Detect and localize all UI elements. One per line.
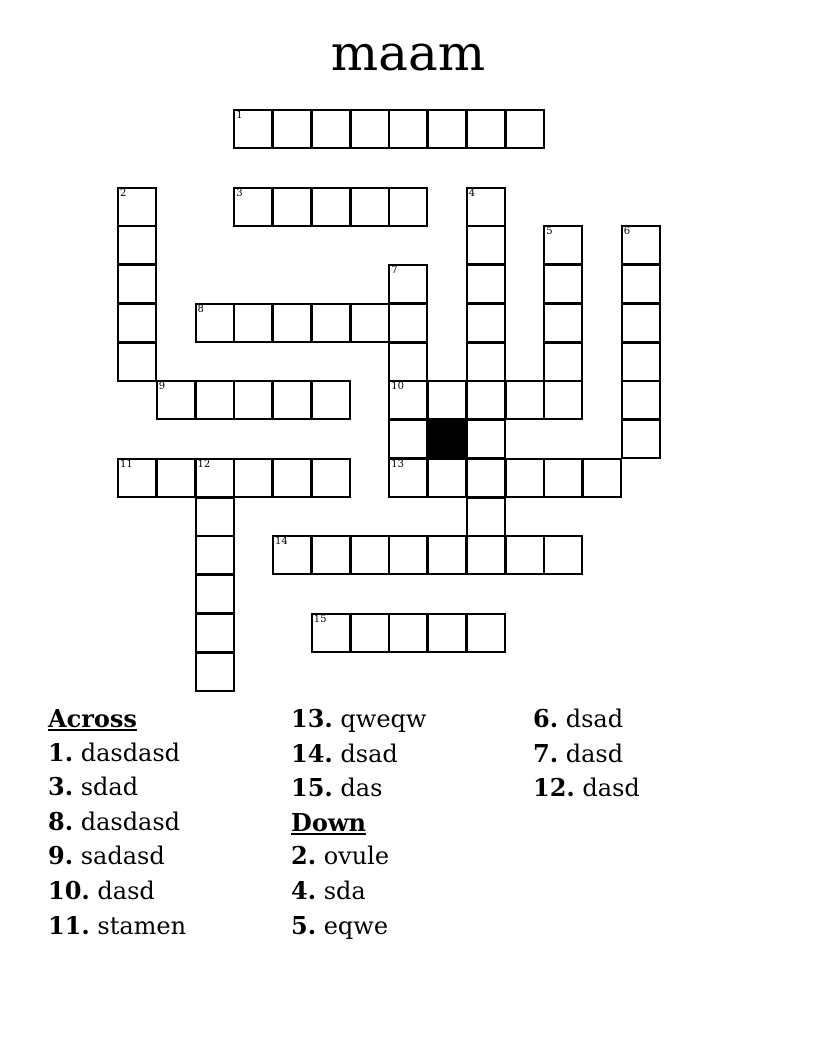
grid-cell[interactable] bbox=[311, 380, 351, 420]
clue-across-1: 1. dasdasd bbox=[48, 737, 181, 767]
grid-cell[interactable] bbox=[350, 187, 390, 227]
grid-cell[interactable] bbox=[117, 342, 157, 382]
clue-across-13: 13. qweqw bbox=[291, 704, 427, 733]
across-heading: Across bbox=[48, 704, 137, 733]
cell-number: 15 bbox=[313, 613, 327, 625]
grid-cell[interactable] bbox=[195, 380, 235, 420]
grid-cell[interactable] bbox=[272, 187, 312, 227]
clue-column-3 bbox=[533, 702, 773, 806]
cell-number: 7 bbox=[391, 265, 398, 276]
clue-down-5: 5. eqwe bbox=[291, 910, 389, 940]
grid-cell[interactable] bbox=[311, 613, 351, 653]
cell-number: 11 bbox=[120, 458, 133, 470]
grid-cell[interactable] bbox=[543, 535, 583, 575]
clue-across-8: 8. dasdasd bbox=[48, 806, 181, 836]
grid-cell[interactable] bbox=[621, 225, 661, 265]
grid-cell[interactable] bbox=[388, 303, 428, 343]
clue-down-6: 6. dsad bbox=[533, 704, 624, 733]
grid-cell[interactable] bbox=[466, 497, 506, 537]
grid-cell[interactable] bbox=[388, 613, 428, 653]
clue-down-2: 2. ovule bbox=[291, 841, 390, 871]
clue-column-2 bbox=[291, 702, 531, 943]
grid-cell[interactable] bbox=[156, 458, 196, 498]
grid-cell[interactable] bbox=[233, 187, 273, 227]
grid-cell[interactable] bbox=[195, 535, 235, 575]
grid-cell[interactable] bbox=[350, 303, 390, 343]
grid-cell[interactable] bbox=[311, 458, 351, 498]
grid-cell[interactable] bbox=[466, 225, 506, 265]
cell-number: 2 bbox=[120, 187, 127, 199]
cell-number: 9 bbox=[158, 381, 166, 393]
grid-cell[interactable] bbox=[388, 380, 428, 420]
grid-cell[interactable] bbox=[388, 419, 428, 459]
grid-cell[interactable] bbox=[233, 380, 273, 420]
grid-cell[interactable] bbox=[195, 652, 235, 692]
grid-cell[interactable] bbox=[311, 187, 351, 227]
grid-cell[interactable] bbox=[543, 303, 583, 343]
puzzle-title: maam bbox=[330, 24, 486, 82]
cell-number: 13 bbox=[391, 458, 404, 470]
grid-cell[interactable] bbox=[466, 303, 506, 343]
grid-cell[interactable] bbox=[427, 109, 467, 149]
grid-cell[interactable] bbox=[311, 535, 351, 575]
grid-cell[interactable] bbox=[466, 419, 506, 459]
grid-cell[interactable] bbox=[621, 303, 661, 343]
grid-cell[interactable] bbox=[388, 535, 428, 575]
down-heading: Down bbox=[291, 807, 366, 837]
grid-cell[interactable] bbox=[427, 613, 467, 653]
grid-cell[interactable] bbox=[543, 380, 583, 420]
grid-cell[interactable] bbox=[466, 380, 506, 420]
black-square bbox=[427, 419, 467, 459]
clue-across-14: 14. dsad bbox=[291, 738, 398, 768]
grid-cell[interactable] bbox=[311, 109, 351, 149]
grid-cell[interactable] bbox=[233, 458, 273, 498]
grid-cell[interactable] bbox=[427, 380, 467, 420]
grid-cell[interactable] bbox=[543, 264, 583, 304]
grid-cell[interactable] bbox=[466, 109, 506, 149]
grid-cell[interactable] bbox=[117, 458, 157, 498]
cell-number: 3 bbox=[236, 187, 243, 199]
grid-cell[interactable] bbox=[466, 264, 506, 304]
grid-cell[interactable] bbox=[388, 342, 428, 382]
clue-across-15: 15. das bbox=[291, 773, 383, 803]
grid-cell[interactable] bbox=[543, 342, 583, 382]
grid-cell[interactable] bbox=[272, 109, 312, 149]
grid-cell[interactable] bbox=[466, 342, 506, 382]
clue-across-11: 11. stamen bbox=[48, 910, 187, 940]
grid-cell[interactable] bbox=[350, 613, 390, 653]
cell-number: 8 bbox=[197, 303, 204, 315]
grid-cell[interactable] bbox=[388, 458, 428, 498]
grid-cell[interactable] bbox=[272, 303, 312, 343]
grid-cell[interactable] bbox=[621, 264, 661, 304]
grid-cell[interactable] bbox=[350, 109, 390, 149]
grid-cell[interactable] bbox=[350, 535, 390, 575]
grid-cell[interactable] bbox=[505, 109, 545, 149]
grid-cell[interactable] bbox=[195, 458, 235, 498]
cell-number: 14 bbox=[275, 536, 288, 548]
grid-cell[interactable] bbox=[117, 264, 157, 304]
grid-cell[interactable] bbox=[543, 225, 583, 265]
grid-cell[interactable] bbox=[466, 535, 506, 575]
grid-cell[interactable] bbox=[195, 303, 235, 343]
grid-cell[interactable] bbox=[388, 264, 428, 304]
grid-cell[interactable] bbox=[466, 187, 506, 227]
grid-cell[interactable] bbox=[233, 303, 273, 343]
grid-cell[interactable] bbox=[195, 497, 235, 537]
grid-cell[interactable] bbox=[505, 535, 545, 575]
grid-cell[interactable] bbox=[233, 109, 273, 149]
cell-number: 10 bbox=[391, 381, 404, 393]
clue-down-12: 12. dasd bbox=[533, 773, 640, 803]
grid-cell[interactable] bbox=[543, 458, 583, 498]
grid-cell[interactable] bbox=[582, 458, 622, 498]
grid-cell[interactable] bbox=[156, 380, 196, 420]
clue-down-4: 4. sda bbox=[291, 875, 366, 905]
grid-cell[interactable] bbox=[466, 613, 506, 653]
grid-cell[interactable] bbox=[117, 187, 157, 227]
grid-cell[interactable] bbox=[388, 109, 428, 149]
clue-across-9: 9. sadasd bbox=[48, 841, 165, 871]
grid-cell[interactable] bbox=[117, 303, 157, 343]
grid-cell[interactable] bbox=[621, 419, 661, 459]
grid-cell[interactable] bbox=[427, 458, 467, 498]
cell-number: 1 bbox=[236, 110, 243, 121]
grid-cell[interactable] bbox=[621, 342, 661, 382]
cell-number: 6 bbox=[623, 226, 631, 238]
grid-cell[interactable] bbox=[466, 458, 506, 498]
grid-cell[interactable] bbox=[505, 380, 545, 420]
grid-cell[interactable] bbox=[117, 225, 157, 265]
grid-cell[interactable] bbox=[388, 187, 428, 227]
grid-cell[interactable] bbox=[427, 535, 467, 575]
clue-down-7: 7. dasd bbox=[533, 738, 624, 768]
cell-number: 4 bbox=[468, 187, 476, 199]
grid-cell[interactable] bbox=[272, 380, 312, 420]
clue-across-3: 3. sdad bbox=[48, 772, 139, 802]
clue-across-10: 10. dasd bbox=[48, 875, 155, 905]
cell-number: 12 bbox=[197, 458, 211, 470]
grid-cell[interactable] bbox=[195, 613, 235, 653]
grid-cell[interactable] bbox=[311, 303, 351, 343]
clue-column-1 bbox=[48, 702, 288, 943]
grid-cell[interactable] bbox=[272, 458, 312, 498]
grid-cell[interactable] bbox=[272, 535, 312, 575]
grid-cell[interactable] bbox=[195, 574, 235, 614]
grid-cell[interactable] bbox=[505, 458, 545, 498]
cell-number: 5 bbox=[546, 226, 553, 238]
grid-cell[interactable] bbox=[621, 380, 661, 420]
